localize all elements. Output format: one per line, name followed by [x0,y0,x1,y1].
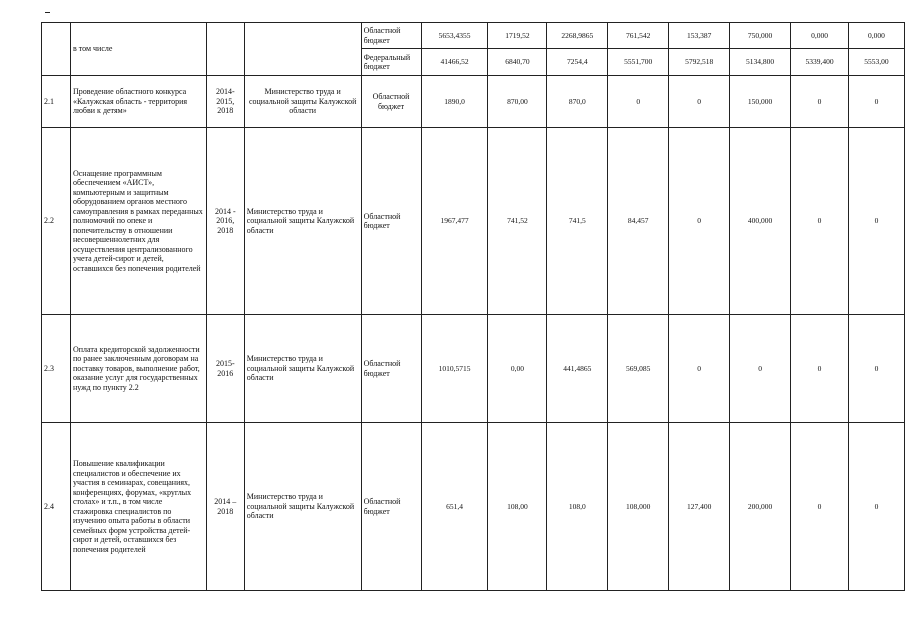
value-cell: 1719,52 [488,23,547,49]
table-row [42,128,905,315]
row-name-cell: Оснащение программным обеспечением «АИСТ», компьютерным и защитным оборудованием органов местного самоуправления в рамках переданных полномочий по опеке и попечительству в отношении несовершеннолетних для осуществления централизованного учета детей-сирот и детей, оставшихся без попечения родителей [70,128,206,315]
value-cell: 569,085 [608,315,669,423]
row-years-cell [206,23,244,76]
value-cell: 1890,0 [421,76,488,128]
value-cell: 153,387 [669,23,730,49]
value-cell: 0 [669,315,730,423]
row-number-cell: 2.3 [42,315,71,423]
value-cell: 870,0 [547,76,608,128]
value-cell: 750,000 [730,23,791,49]
value-cell: 7254,4 [547,49,608,76]
value-cell: 0 [669,128,730,315]
row-executor-cell: Министерство труда и социальной защиты Калужской области [244,423,361,591]
value-cell: 5792,518 [669,49,730,76]
value-cell: 108,00 [488,423,547,591]
value-cell: 0 [791,128,849,315]
table-row [42,23,905,49]
value-cell: 400,000 [730,128,791,315]
value-cell: 0 [791,315,849,423]
row-number-cell: 2.2 [42,128,71,315]
value-cell: 108,0 [547,423,608,591]
value-cell: 0 [730,315,791,423]
value-cell: 0 [848,423,904,591]
row-years-cell: 2014 – 2018 [206,423,244,591]
row-name-cell: в том числе [70,23,206,76]
source-cell: Областной бюджет [361,23,421,49]
value-cell: 127,400 [669,423,730,591]
value-cell: 651,4 [421,423,488,591]
row-years-cell: 2015-2016 [206,315,244,423]
value-cell: 741,52 [488,128,547,315]
table-row [42,423,905,591]
value-cell: 6840,70 [488,49,547,76]
value-cell: 741,5 [547,128,608,315]
value-cell: 0,000 [791,23,849,49]
value-cell: 84,457 [608,128,669,315]
value-cell: 761,542 [608,23,669,49]
corner-mark [45,12,50,13]
value-cell: 1010,5715 [421,315,488,423]
row-name-cell: Оплата кредиторской задолженности по ранее заключенным договорам на поставку товаров, выполнение работ, оказание услуг для государственных нужд по пункту 2.2 [70,315,206,423]
table-row [42,315,905,423]
source-cell: Областной бюджет [361,128,421,315]
table-row [42,76,905,128]
value-cell: 150,000 [730,76,791,128]
row-executor-cell: Министерство труда и социальной защиты Калужской области [244,315,361,423]
value-cell: 0 [791,76,849,128]
row-years-cell: 2014 - 2016, 2018 [206,128,244,315]
source-cell: Областной бюджет [361,76,421,128]
value-cell: 5553,00 [848,49,904,76]
value-cell: 0 [848,315,904,423]
row-years-cell: 2014-2015, 2018 [206,76,244,128]
value-cell: 108,000 [608,423,669,591]
row-name-cell: Повышение квалификации специалистов и обеспечение их участия в семинарах, совещаниях, конференциях, форумах, «круглых столах» и т.п., в том числе стажировка специалистов по изучению опыта работы в области семейных форм устройства детей-сирот и детей, оставшихся без попечения родителей [70,423,206,591]
row-number-cell: 2.4 [42,423,71,591]
row-executor-cell: Министерство труда и социальной защиты Калужской области [244,76,361,128]
value-cell: 41466,52 [421,49,488,76]
value-cell: 870,00 [488,76,547,128]
source-cell: Областной бюджет [361,423,421,591]
value-cell: 441,4865 [547,315,608,423]
value-cell: 0 [848,76,904,128]
value-cell: 200,000 [730,423,791,591]
budget-table [41,22,905,591]
value-cell: 0 [669,76,730,128]
value-cell: 0 [608,76,669,128]
value-cell: 2268,9865 [547,23,608,49]
row-number-cell: 2.1 [42,76,71,128]
row-number-cell [42,23,71,76]
value-cell: 0 [791,423,849,591]
source-cell: Областной бюджет [361,315,421,423]
value-cell: 0,000 [848,23,904,49]
row-name-cell: Проведение областного конкурса «Калужская область - территория любви к детям» [70,76,206,128]
row-executor-cell [244,23,361,76]
value-cell: 5551,700 [608,49,669,76]
row-executor-cell: Министерство труда и социальной защиты Калужской области [244,128,361,315]
value-cell: 1967,477 [421,128,488,315]
source-cell: Федеральный бюджет [361,49,421,76]
value-cell: 0 [848,128,904,315]
value-cell: 5339,400 [791,49,849,76]
value-cell: 5653,4355 [421,23,488,49]
value-cell: 5134,800 [730,49,791,76]
value-cell: 0,00 [488,315,547,423]
